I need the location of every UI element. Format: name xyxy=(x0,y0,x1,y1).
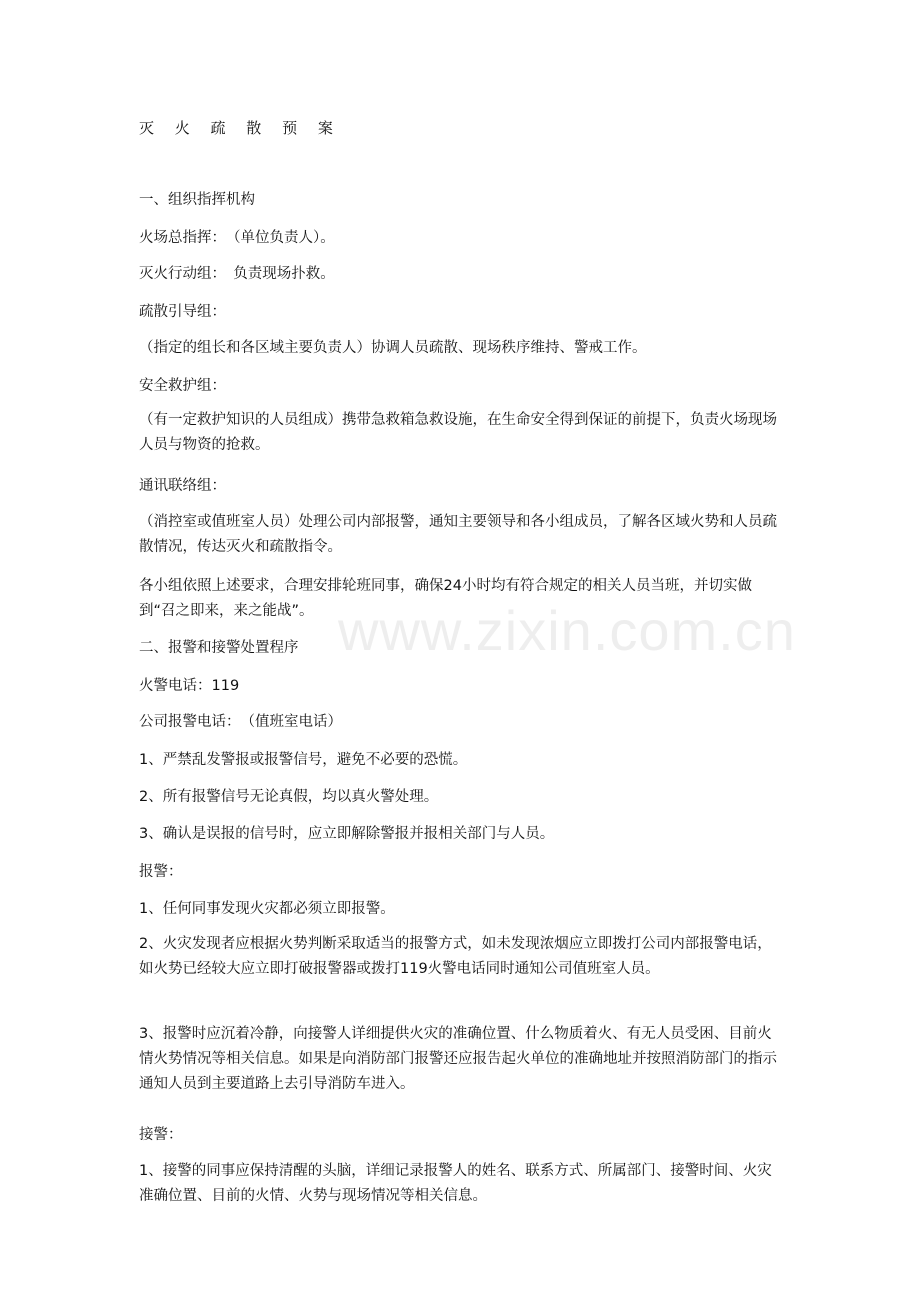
paragraph: 公司报警电话： （值班室电话） xyxy=(139,714,342,730)
document-title: 灭 火 疏 散 预 案 xyxy=(139,119,341,137)
list-item: 1、接警的同事应保持清醒的头脑，详细记录报警人的姓名、联系方式、所属部门、接警时间、火灾准确位置、目前的火情、火势与现场情况等相关信息。 xyxy=(139,1163,772,1204)
paragraph: 接警： xyxy=(139,1127,183,1143)
paragraph: 疏散引导组： xyxy=(139,304,226,320)
list-item: 2、所有报警信号无论真假，均以真火警处理。 xyxy=(139,789,439,805)
list-item: 2、火灾发现者应根据火势判断采取适当的报警方式，如未发现浓烟应立即拨打公司内部报警电话，如火势已经较大应立即打破报警器或拨打119火警电话同时通知公司值班室人员。 xyxy=(139,936,772,977)
paragraph: 通讯联络组： xyxy=(139,478,226,494)
paragraph: 安全救护组： xyxy=(139,378,226,394)
section-heading: 一、组织指挥机构 xyxy=(139,192,255,208)
paragraph: （消控室或值班室人员）处理公司内部报警，通知主要领导和各小组成员，了解各区域火势和人员疏散情况，传达灭火和疏散指令。 xyxy=(139,514,777,555)
paragraph: 火场总指挥： （单位负责人）。 xyxy=(139,230,335,246)
paragraph: 火警电话：119 xyxy=(139,678,240,694)
list-item: 3、报警时应沉着冷静，向接警人详细提供火灾的准确位置、什么物质着火、有无人员受困、目前火情火势情况等相关信息。如果是向消防部门报警还应报告起火单位的准确地址并按照消防部门的指示通知人员到主要道路上去引导消防车进入。 xyxy=(139,1026,777,1092)
paragraph: （有一定救护知识的人员组成）携带急救箱急救设施，在生命安全得到保证的前提下，负责火场现场人员与物资的抢救。 xyxy=(139,412,777,453)
watermark: www.zixin.com.cn xyxy=(338,599,796,662)
paragraph: 各小组依照上述要求，合理安排轮班同事，确保24小时均有符合规定的相关人员当班，并切实做到“召之即来，来之能战”。 xyxy=(139,578,752,619)
paragraph: 灭火行动组： 负责现场扑救。 xyxy=(139,266,335,282)
list-item: 3、确认是误报的信号时，应立即解除警报并报相关部门与人员。 xyxy=(139,826,555,842)
paragraph: （指定的组长和各区域主要负责人）协调人员疏散、现场秩序维持、警戒工作。 xyxy=(139,340,647,356)
document-page xyxy=(139,0,784,1302)
paragraph: 报警： xyxy=(139,864,183,880)
list-item: 1、严禁乱发警报或报警信号，避免不必要的恐慌。 xyxy=(139,752,468,768)
section-heading: 二、报警和接警处置程序 xyxy=(139,640,299,656)
list-item: 1、任何同事发现火灾都必须立即报警。 xyxy=(139,901,395,917)
